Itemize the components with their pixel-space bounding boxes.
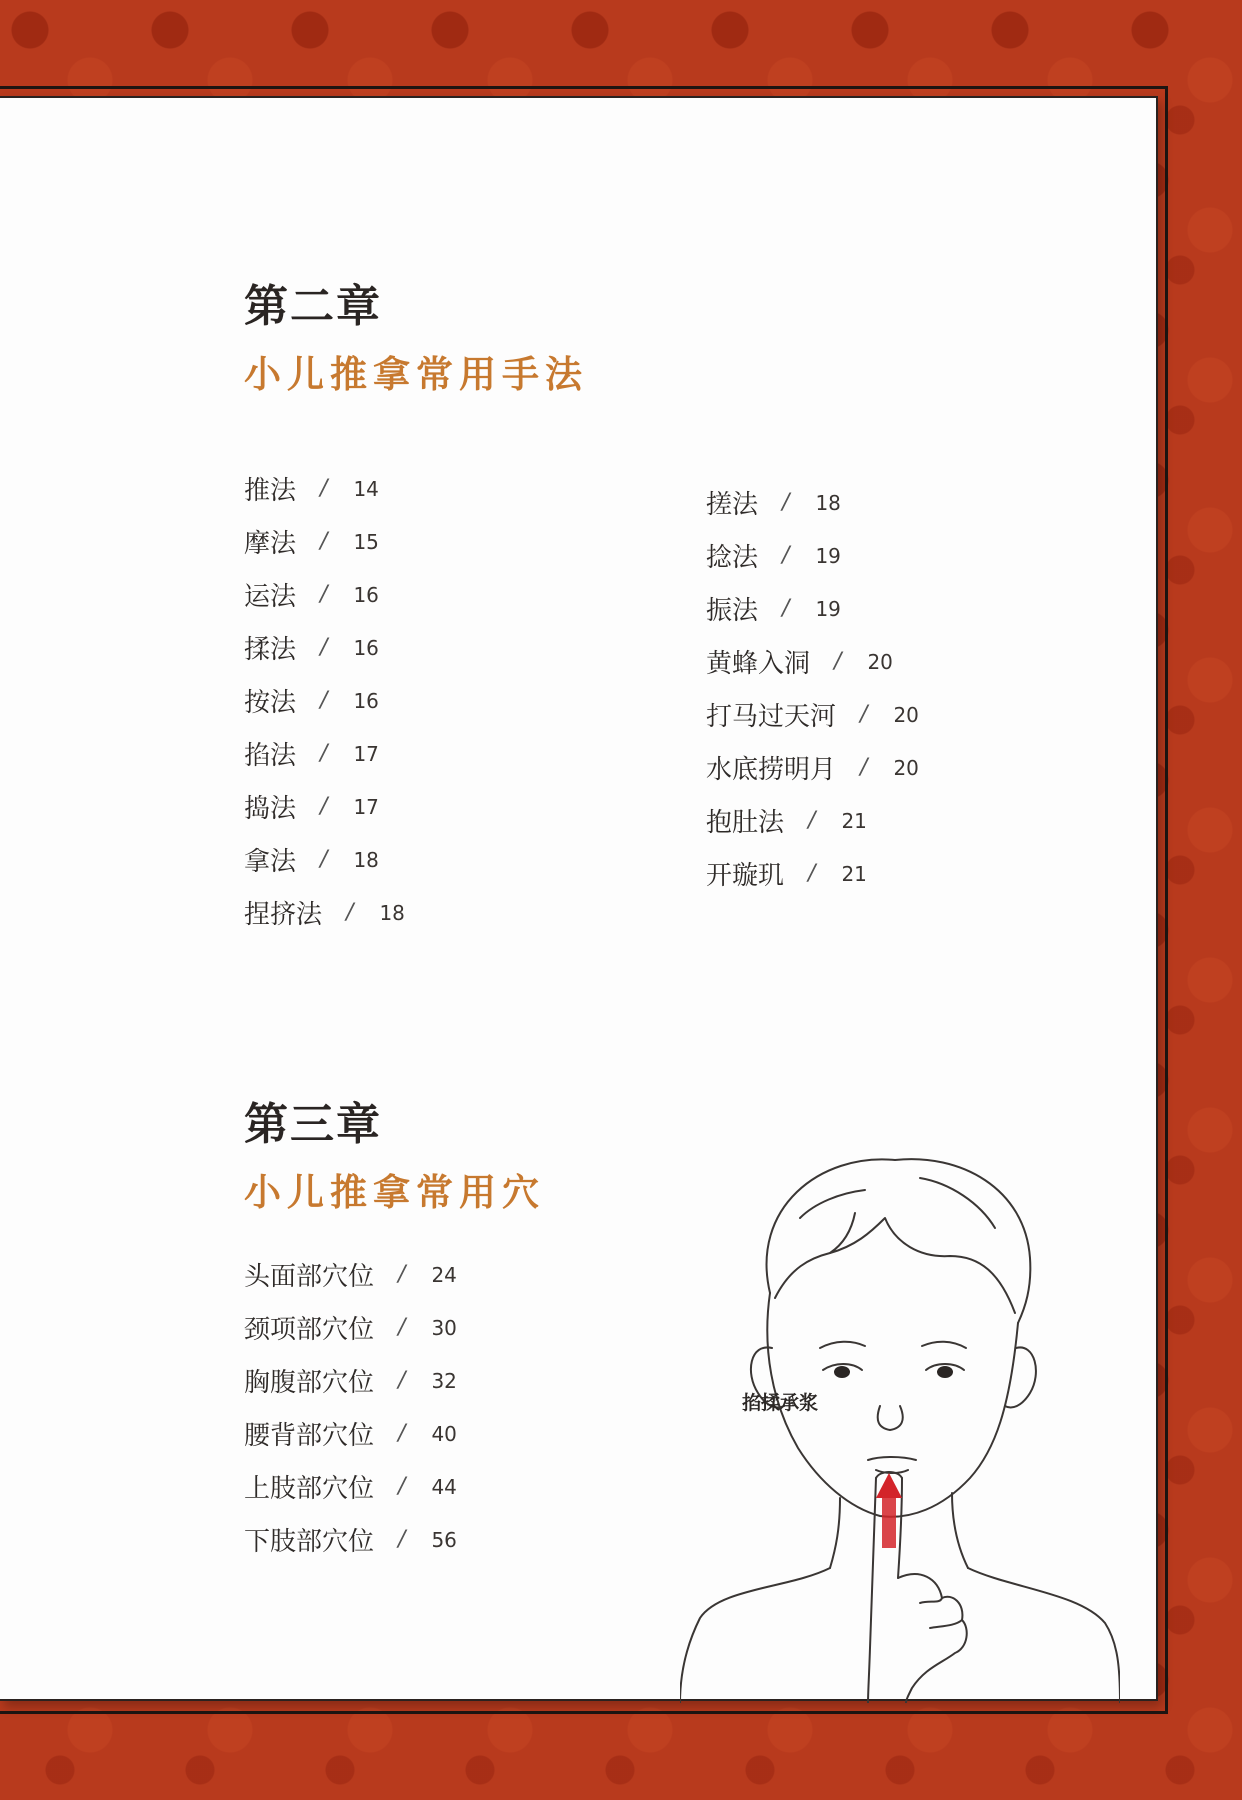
toc-separator: /	[320, 529, 328, 554]
toc-separator: /	[782, 490, 790, 515]
toc-entry-title: 搓法	[706, 490, 759, 520]
toc-separator: /	[834, 649, 842, 674]
toc-entry-page: 18	[353, 847, 379, 872]
toc-entry[interactable]	[706, 529, 919, 582]
toc-entry-page: 18	[379, 900, 405, 925]
toc-entry[interactable]	[706, 476, 919, 529]
toc-entry-page: 44	[431, 1474, 457, 1499]
toc-entry[interactable]	[244, 886, 405, 939]
toc-entry[interactable]	[706, 847, 919, 900]
toc-entry[interactable]	[244, 1513, 457, 1566]
chapter3-list	[244, 1248, 457, 1566]
toc-entry-title: 按法	[244, 688, 297, 718]
toc-entry[interactable]	[244, 1460, 457, 1513]
toc-entry[interactable]	[244, 515, 405, 568]
toc-entry[interactable]	[244, 1248, 457, 1301]
chapter2-label: 第二章	[244, 281, 382, 332]
toc-separator: /	[320, 582, 328, 607]
toc-entry-page: 19	[815, 543, 841, 568]
toc-entry[interactable]	[244, 1407, 457, 1460]
toc-separator: /	[782, 596, 790, 621]
toc-entry-page: 18	[815, 490, 841, 515]
toc-separator: /	[320, 847, 328, 872]
chapter2-left-list	[244, 462, 405, 939]
toc-entry-title: 振法	[706, 596, 759, 626]
toc-entry[interactable]	[244, 621, 405, 674]
toc-separator: /	[346, 900, 354, 925]
toc-entry-page: 14	[353, 476, 379, 501]
toc-entry[interactable]	[706, 688, 919, 741]
toc-entry[interactable]	[244, 833, 405, 886]
toc-entry-page: 20	[893, 702, 919, 727]
toc-entry-page: 16	[353, 688, 379, 713]
toc-separator: /	[320, 688, 328, 713]
toc-entry-title: 头面部穴位	[244, 1262, 375, 1292]
toc-page	[0, 96, 1158, 1701]
toc-entry-title: 摩法	[244, 529, 297, 559]
toc-entry-title: 打马过天河	[706, 702, 837, 732]
toc-entry[interactable]	[706, 635, 919, 688]
toc-entry-page: 20	[893, 755, 919, 780]
toc-entry-title: 上肢部穴位	[244, 1474, 375, 1504]
toc-entry-page: 17	[353, 794, 379, 819]
toc-separator: /	[808, 808, 816, 833]
toc-entry-page: 16	[353, 635, 379, 660]
toc-entry-page: 24	[431, 1262, 457, 1287]
toc-entry-title: 下肢部穴位	[244, 1527, 375, 1557]
toc-entry-page: 21	[841, 861, 867, 886]
toc-separator: /	[398, 1527, 406, 1552]
chapter2-subtitle: 小儿推拿常用手法	[244, 353, 588, 396]
toc-entry-page: 17	[353, 741, 379, 766]
toc-entry-page: 16	[353, 582, 379, 607]
toc-separator: /	[398, 1262, 406, 1287]
toc-separator: /	[320, 476, 328, 501]
toc-entry-title: 捣法	[244, 794, 297, 824]
toc-entry-title: 运法	[244, 582, 297, 612]
toc-entry-title: 推法	[244, 476, 297, 506]
toc-separator: /	[860, 755, 868, 780]
toc-entry[interactable]	[706, 794, 919, 847]
toc-entry-page: 20	[867, 649, 893, 674]
toc-entry-title: 捏挤法	[244, 900, 323, 930]
toc-entry-title: 胸腹部穴位	[244, 1368, 375, 1398]
toc-separator: /	[782, 543, 790, 568]
toc-separator: /	[398, 1474, 406, 1499]
toc-separator: /	[398, 1315, 406, 1340]
toc-entry[interactable]	[244, 1354, 457, 1407]
toc-entry-page: 40	[431, 1421, 457, 1446]
toc-entry-title: 掐法	[244, 741, 297, 771]
toc-separator: /	[398, 1421, 406, 1446]
toc-entry-title: 揉法	[244, 635, 297, 665]
toc-entry-page: 19	[815, 596, 841, 621]
toc-entry-title: 水底捞明月	[706, 755, 837, 785]
toc-entry-page: 56	[431, 1527, 457, 1552]
toc-separator: /	[320, 741, 328, 766]
toc-entry[interactable]	[244, 727, 405, 780]
toc-entry[interactable]	[244, 568, 405, 621]
chapter3-label: 第三章	[244, 1099, 382, 1150]
toc-entry[interactable]	[244, 1301, 457, 1354]
toc-entry-title: 捻法	[706, 543, 759, 573]
toc-entry-page: 21	[841, 808, 867, 833]
toc-separator: /	[860, 702, 868, 727]
toc-entry-page: 30	[431, 1315, 457, 1340]
child-face-massage-illustration	[680, 1148, 1120, 1703]
toc-entry[interactable]	[706, 582, 919, 635]
toc-entry[interactable]	[244, 674, 405, 727]
toc-entry[interactable]	[244, 462, 405, 515]
toc-entry[interactable]	[706, 741, 919, 794]
toc-entry-page: 32	[431, 1368, 457, 1393]
toc-entry-title: 腰背部穴位	[244, 1421, 375, 1451]
toc-entry-title: 黄蜂入洞	[706, 649, 811, 679]
toc-entry-title: 开璇玑	[706, 861, 785, 891]
toc-entry-title: 抱肚法	[706, 808, 785, 838]
toc-separator: /	[320, 635, 328, 660]
chapter3-subtitle: 小儿推拿常用穴	[244, 1171, 545, 1214]
illustration-caption: 掐揉承浆	[742, 1392, 819, 1414]
toc-separator: /	[808, 861, 816, 886]
toc-separator: /	[320, 794, 328, 819]
toc-separator: /	[398, 1368, 406, 1393]
toc-entry-page: 15	[353, 529, 379, 554]
toc-entry-title: 颈项部穴位	[244, 1315, 375, 1345]
chapter2-right-list	[706, 476, 919, 900]
toc-entry[interactable]	[244, 780, 405, 833]
toc-entry-title: 拿法	[244, 847, 297, 877]
upward-arrow-icon	[876, 1473, 902, 1548]
